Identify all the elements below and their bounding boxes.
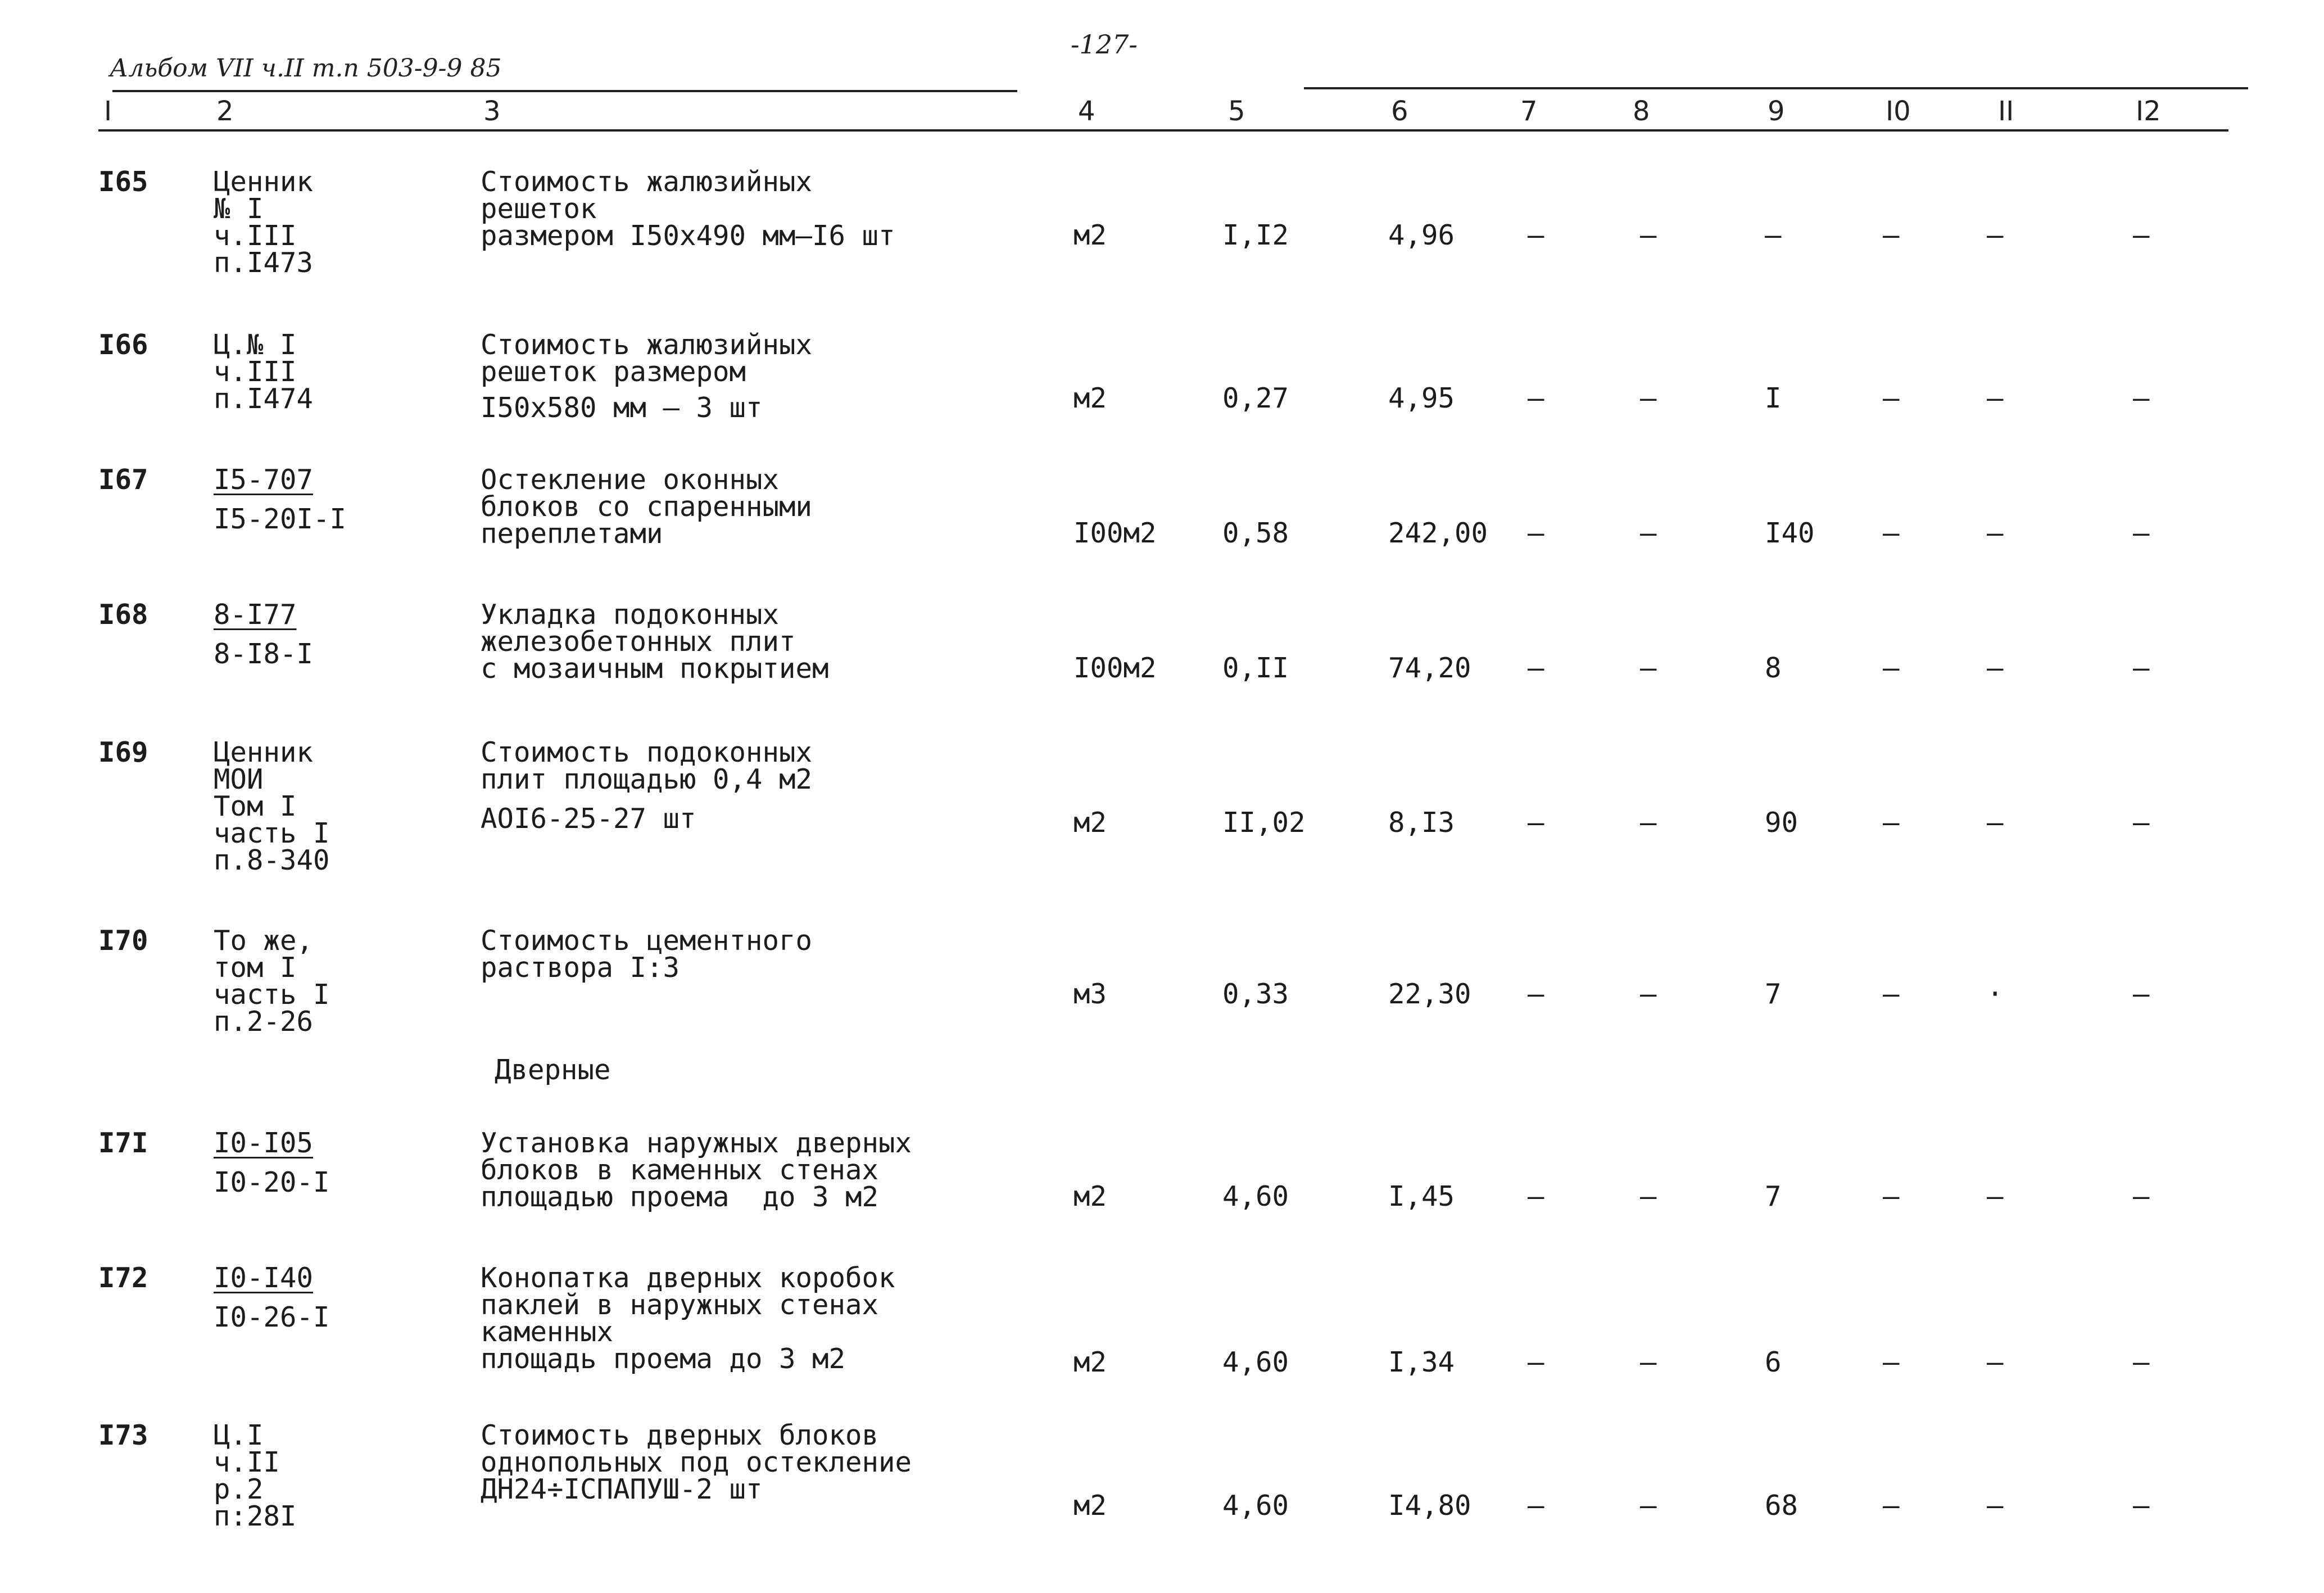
row-number: I7I: [98, 1127, 148, 1159]
value-cell-c8: –: [1640, 1490, 1657, 1522]
reference-line: I5-20I-I: [214, 503, 347, 535]
unit-cell: м2: [1073, 219, 1107, 251]
value-cell-c8: –: [1640, 219, 1657, 251]
unit-cell: м2: [1073, 1180, 1107, 1212]
value-cell-c10: –: [1883, 382, 1900, 414]
description-line: переплетами: [481, 518, 663, 550]
value-cell-c10: –: [1883, 652, 1900, 684]
quantity-cell: 4,60: [1222, 1180, 1289, 1212]
value-cell-c10: –: [1883, 517, 1900, 549]
section-label: Дверные: [495, 1054, 611, 1086]
value-cell-c10: –: [1883, 219, 1900, 251]
column-header-12: I2: [2136, 96, 2161, 127]
column-header-9: 9: [1768, 96, 1785, 127]
description-line: Стоимость цементного: [481, 925, 813, 957]
price-cell: I,34: [1388, 1346, 1455, 1378]
price-cell: I4,80: [1388, 1490, 1471, 1522]
reference-line: I0-26-I: [214, 1301, 330, 1333]
price-cell: 4,96: [1388, 219, 1455, 251]
reference-line: р.2: [214, 1473, 264, 1505]
reference-line: часть I: [214, 817, 330, 849]
top-rule-left: [112, 90, 1017, 92]
description-line: Стоимость подоконных: [481, 736, 813, 768]
description-line: паклей в наружных стенах: [481, 1289, 879, 1321]
description-line: каменных: [481, 1316, 614, 1348]
row-number: I66: [98, 329, 148, 361]
value-cell-c8: –: [1640, 652, 1657, 684]
price-cell: 4,95: [1388, 382, 1455, 414]
row-number: I65: [98, 166, 148, 198]
unit-cell: I00м2: [1073, 652, 1157, 684]
row-number: I73: [98, 1419, 148, 1451]
column-header-1: I: [104, 96, 112, 127]
description-line: Установка наружных дверных: [481, 1127, 912, 1159]
value-cell-c12: –: [2133, 807, 2150, 839]
reference-line: Том I: [214, 790, 297, 822]
quantity-cell: 0,58: [1222, 517, 1289, 549]
value-cell-c8: –: [1640, 382, 1657, 414]
value-cell-c9: 7: [1765, 978, 1782, 1010]
column-header-10: I0: [1886, 96, 1911, 127]
unit-cell: I00м2: [1073, 517, 1157, 549]
column-header-11: II: [1998, 96, 2014, 127]
page-number: -127-: [1071, 29, 1138, 60]
description-line: Стоимость жалюзийных: [481, 166, 813, 198]
value-cell-c7: –: [1528, 1346, 1544, 1378]
header-rule: [98, 129, 2228, 132]
description-line: АОI6-25-27 шт: [481, 803, 696, 835]
value-cell-c9: 7: [1765, 1180, 1782, 1212]
reference-line: 8-I8-I: [214, 638, 314, 670]
reference-line: п.I474: [214, 383, 314, 415]
value-cell-c8: –: [1640, 517, 1657, 549]
value-cell-c9: I: [1765, 382, 1782, 414]
column-header-8: 8: [1633, 96, 1650, 127]
reference-line: п.8-340: [214, 844, 330, 876]
quantity-cell: 0,33: [1222, 978, 1289, 1010]
column-header-3: 3: [483, 96, 501, 127]
top-rule-right: [1304, 87, 2248, 89]
value-cell-c8: –: [1640, 978, 1657, 1010]
unit-cell: м3: [1073, 978, 1107, 1010]
value-cell-c12: –: [2133, 1180, 2150, 1212]
quantity-cell: 0,II: [1222, 652, 1289, 684]
value-cell-c9: 8: [1765, 652, 1782, 684]
reference-line: I0-I05: [214, 1127, 314, 1159]
reference-line: Ц.I: [214, 1419, 264, 1451]
description-line: площадью проема до 3 м2: [481, 1181, 879, 1213]
value-cell-c7: –: [1528, 652, 1544, 684]
value-cell-c12: –: [2133, 1346, 2150, 1378]
value-cell-c12: –: [2133, 652, 2150, 684]
value-cell-c8: –: [1640, 807, 1657, 839]
value-cell-c11: –: [1987, 382, 2004, 414]
description-line: блоков в каменных стенах: [481, 1154, 879, 1186]
value-cell-c7: –: [1528, 978, 1544, 1010]
value-cell-c10: –: [1883, 807, 1900, 839]
reference-line: 8-I77: [214, 599, 297, 631]
quantity-cell: II,02: [1222, 807, 1306, 839]
description-line: железобетонных плит: [481, 626, 796, 658]
quantity-cell: 0,27: [1222, 382, 1289, 414]
description-line: Стоимость жалюзийных: [481, 329, 813, 361]
column-header-6: 6: [1391, 96, 1408, 127]
value-cell-c10: –: [1883, 978, 1900, 1010]
description-line: однопольных под остекление: [481, 1446, 912, 1478]
reference-line: МОИ: [214, 763, 264, 795]
description-line: Остекление оконных: [481, 464, 780, 496]
value-cell-c12: –: [2133, 219, 2150, 251]
reference-line: том I: [214, 952, 297, 984]
reference-line: часть I: [214, 979, 330, 1011]
reference-line: I5-707: [214, 464, 314, 496]
description-line: площадь проема до 3 м2: [481, 1343, 846, 1375]
quantity-cell: 4,60: [1222, 1346, 1289, 1378]
value-cell-c11: –: [1987, 807, 2004, 839]
value-cell-c11: –: [1987, 1180, 2004, 1212]
column-header-7: 7: [1520, 96, 1538, 127]
value-cell-c10: –: [1883, 1346, 1900, 1378]
value-cell-c10: –: [1883, 1180, 1900, 1212]
description-line: блоков со спаренными: [481, 491, 813, 523]
description-line: I50x580 мм – 3 шт: [481, 392, 763, 424]
value-cell-c11: –: [1987, 1346, 2004, 1378]
column-header-5: 5: [1228, 96, 1245, 127]
description-line: Укладка подоконных: [481, 599, 780, 631]
reference-line: № I: [214, 193, 264, 225]
value-cell-c9: 90: [1765, 807, 1799, 839]
value-cell-c7: –: [1528, 1180, 1544, 1212]
value-cell-c9: 68: [1765, 1490, 1799, 1522]
price-cell: 242,00: [1388, 517, 1488, 549]
price-cell: 74,20: [1388, 652, 1471, 684]
value-cell-c9: –: [1765, 219, 1782, 251]
reference-line: I0-I40: [214, 1262, 314, 1294]
price-cell: 22,30: [1388, 978, 1471, 1010]
unit-cell: м2: [1073, 807, 1107, 839]
column-header-2: 2: [216, 96, 234, 127]
value-cell-c10: –: [1883, 1490, 1900, 1522]
column-header-4: 4: [1078, 96, 1095, 127]
unit-cell: м2: [1073, 382, 1107, 414]
value-cell-c7: –: [1528, 382, 1544, 414]
reference-line: п:28I: [214, 1500, 297, 1532]
quantity-cell: I,I2: [1222, 219, 1289, 251]
description-line: Стоимость дверных блоков: [481, 1419, 879, 1451]
description-line: Конопатка дверных коробок: [481, 1262, 895, 1294]
value-cell-c9: 6: [1765, 1346, 1782, 1378]
unit-cell: м2: [1073, 1346, 1107, 1378]
value-cell-c7: –: [1528, 1490, 1544, 1522]
reference-line: То же,: [214, 925, 314, 957]
reference-line: I0-20-I: [214, 1166, 330, 1198]
unit-cell: м2: [1073, 1490, 1107, 1522]
quantity-cell: 4,60: [1222, 1490, 1289, 1522]
value-cell-c11: –: [1987, 517, 2004, 549]
value-cell-c11: ·: [1987, 978, 2004, 1010]
value-cell-c8: –: [1640, 1180, 1657, 1212]
price-cell: I,45: [1388, 1180, 1455, 1212]
reference-line: ч.III: [214, 220, 297, 252]
value-cell-c8: –: [1640, 1346, 1657, 1378]
description-line: размером I50x490 мм–I6 шт: [481, 220, 895, 252]
reference-line: ч.II: [214, 1446, 280, 1478]
value-cell-c11: –: [1987, 1490, 2004, 1522]
value-cell-c12: –: [2133, 978, 2150, 1010]
value-cell-c12: –: [2133, 382, 2150, 414]
reference-line: Ценник: [214, 166, 314, 198]
reference-line: п.2-26: [214, 1006, 314, 1038]
row-number: I70: [98, 925, 148, 957]
reference-line: ч.III: [214, 356, 297, 388]
description-line: ДН24÷IСПАПУШ-2 шт: [481, 1473, 763, 1505]
value-cell-c12: –: [2133, 1490, 2150, 1522]
value-cell-c11: –: [1987, 219, 2004, 251]
value-cell-c7: –: [1528, 807, 1544, 839]
reference-line: п.I473: [214, 247, 314, 279]
description-line: раствора I:3: [481, 952, 680, 984]
row-number: I67: [98, 464, 148, 496]
reference-line: Ц.№ I: [214, 329, 297, 361]
value-cell-c9: I40: [1765, 517, 1815, 549]
description-line: решеток: [481, 193, 597, 225]
value-cell-c11: –: [1987, 652, 2004, 684]
description-line: плит площадью 0,4 м2: [481, 763, 813, 795]
album-label: Альбом VII ч.II т.п 503-9-9 85: [110, 54, 502, 83]
row-number: I68: [98, 599, 148, 631]
reference-line: Ценник: [214, 736, 314, 768]
row-number: I69: [98, 736, 148, 768]
row-number: I72: [98, 1262, 148, 1294]
price-cell: 8,I3: [1388, 807, 1455, 839]
value-cell-c7: –: [1528, 517, 1544, 549]
description-line: с мозаичным покрытием: [481, 653, 829, 685]
description-line: решеток размером: [481, 356, 746, 388]
value-cell-c12: –: [2133, 517, 2150, 549]
value-cell-c7: –: [1528, 219, 1544, 251]
